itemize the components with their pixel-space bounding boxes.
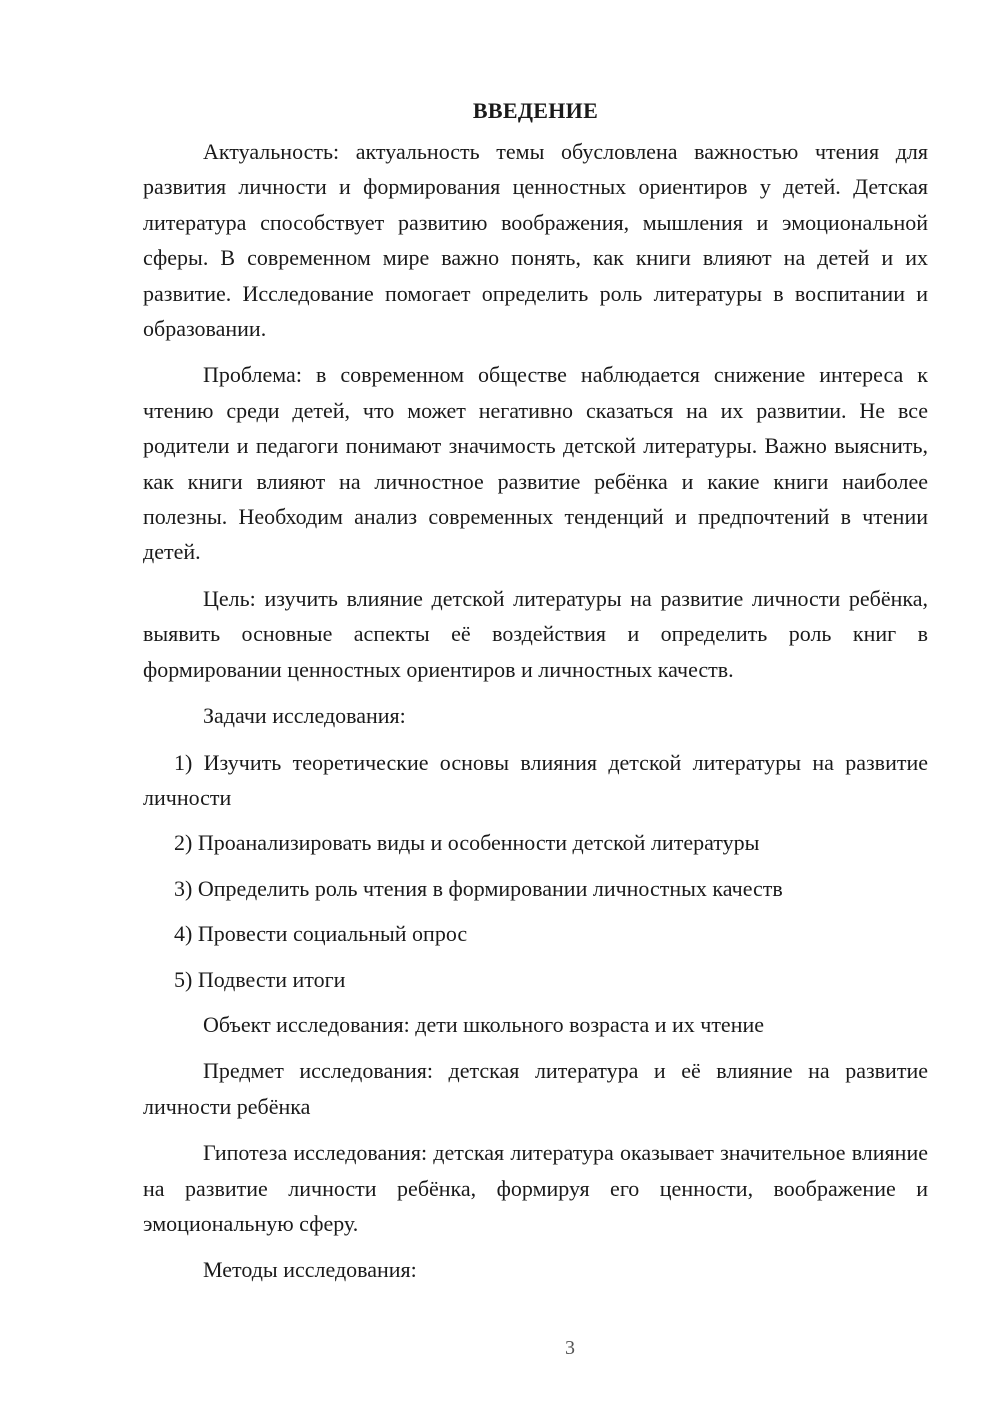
subject-paragraph: Предмет исследования: детская литература и её влияние на развитие личности ребёнка: [143, 1058, 928, 1119]
goal-paragraph: Цель: изучить влияние детской литературы на развитие личности ребёнка, выявить основные аспекты её воздействия и определить роль книг в формировании ценностных ориентиров и личностных качеств.: [143, 585, 928, 682]
section-heading: ВВЕДЕНИЕ: [472, 98, 599, 123]
task-item: 5) Подвести итоги: [174, 966, 346, 992]
problem-paragraph: Проблема: в современном обществе наблюдается снижение интереса к чтению среди детей, что может негативно сказаться на их развитии. Не все родители и педагоги понимают значимость детской литературы. Важно выяснить, как книги влияют на личностное развитие ребёнка и какие книги наиболее полезны. Необходим анализ современных тенденций и предпочтений в чтении детей.: [143, 362, 928, 565]
page-number: 3: [565, 1337, 575, 1359]
task-item: 3) Определить роль чтения в формировании личностных качеств: [174, 875, 783, 901]
task-item: 1) Изучить теоретические основы влияния детской литературы на развитие личности: [143, 749, 928, 810]
hypothesis-paragraph: Гипотеза исследования: детская литература оказывает значительное влияние на развитие личности ребёнка, формируя его ценности, воображение и эмоциональную сферу.: [143, 1140, 928, 1236]
methods-heading: Методы исследования:: [203, 1257, 417, 1283]
task-item: 2) Проанализировать виды и особенности детской литературы: [174, 830, 760, 856]
task-item: 4) Провести социальный опрос: [174, 921, 468, 947]
document-page: [143, 96, 928, 1299]
object-paragraph: Объект исследования: дети школьного возраста и их чтение: [203, 1011, 765, 1037]
tasks-heading: Задачи исследования:: [203, 703, 406, 729]
relevance-paragraph: Актуальность: актуальность темы обусловлена важностью чтения для развития личности и формирования ценностных ориентиров у детей. Детская литература способствует развитию воображения, мышления и эмоциональной сферы. В современном мире важно понять, как книги влияют на детей и их развитие. Исследование помогает определить роль литературы в воспитании и образовании.: [143, 139, 928, 342]
